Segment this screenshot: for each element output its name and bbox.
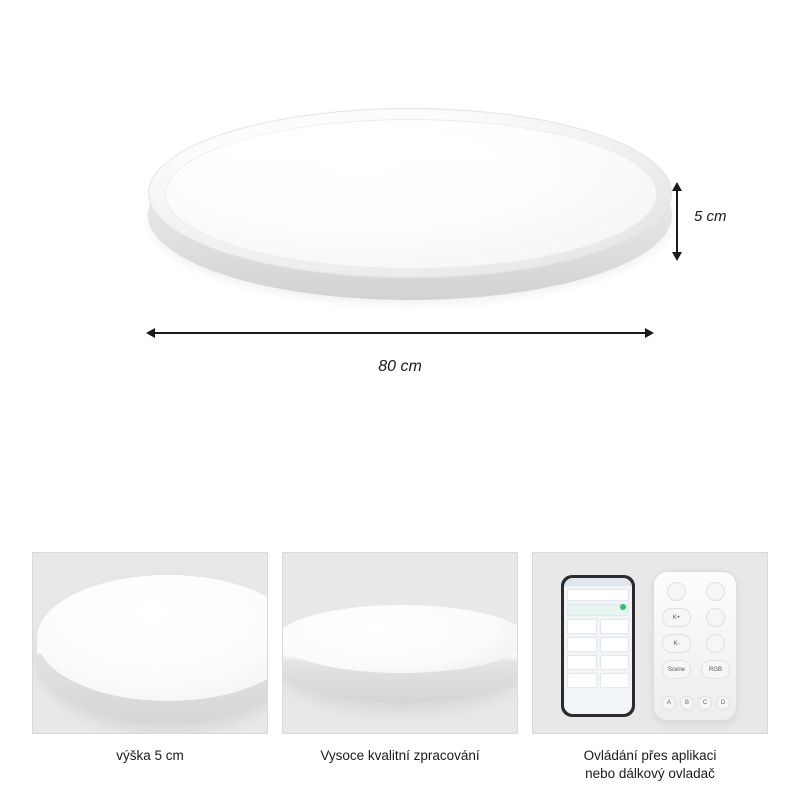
smartphone-mockup <box>561 575 635 717</box>
feature-card-control-caption-line2: nebo dálkový ovladač <box>585 766 715 782</box>
remote-scene-button: Scene <box>662 660 691 679</box>
remote-zone-d-button: D <box>716 696 730 710</box>
remote-zone-buttons <box>662 696 730 710</box>
app-tile <box>600 655 630 670</box>
width-dimension-line <box>152 332 648 334</box>
app-status-bar <box>564 578 632 586</box>
feature-cards <box>32 552 768 783</box>
remote-power-button <box>667 582 686 601</box>
feature-card-control-caption-line1: Ovládání přes aplikaci <box>583 748 717 763</box>
feature-card-height-caption: výška 5 cm <box>116 748 184 763</box>
app-tile <box>600 619 630 634</box>
height-arrow-down-icon <box>672 252 682 261</box>
lamp-top-face <box>148 108 672 278</box>
lamp-side-profile-image <box>282 552 518 734</box>
remote-color-temp-down-button: K- <box>662 634 691 653</box>
height-dimension-label: 5 cm <box>694 208 727 225</box>
height-dimension-line <box>676 186 678 258</box>
remote-key-grid <box>662 582 730 679</box>
remote-rgb-button: RGB <box>701 660 730 679</box>
lamp-diffuser <box>165 119 657 269</box>
remote-zone-b-button: B <box>680 696 694 710</box>
width-arrow-right-icon <box>645 328 654 338</box>
remote-brightness-up-button <box>706 608 725 627</box>
lamp-edge-closeup-image <box>32 552 268 734</box>
remote-control-mockup <box>653 571 737 721</box>
app-tile <box>600 637 630 652</box>
remote-zone-c-button: C <box>698 696 712 710</box>
feature-card-quality <box>282 552 518 783</box>
app-tile <box>567 619 597 634</box>
app-tile <box>567 673 597 688</box>
feature-card-control <box>532 552 768 783</box>
remote-brightness-down-button <box>706 634 725 653</box>
feature-card-quality-caption: Vysoce kvalitní zpracování <box>320 748 480 763</box>
app-tile-grid <box>567 619 629 688</box>
remote-zone-a-button: A <box>662 696 676 710</box>
app-tile <box>567 637 597 652</box>
remote-color-temp-up-button: K+ <box>662 608 691 627</box>
app-tile <box>600 673 630 688</box>
app-status-dot-icon <box>620 604 626 610</box>
lamp-profile-top <box>282 605 518 673</box>
phone-app-and-remote-image <box>532 552 768 734</box>
width-dimension-label: 80 cm <box>378 358 422 375</box>
ceiling-lamp-image <box>148 108 672 308</box>
app-tile <box>567 655 597 670</box>
remote-brightness-button <box>706 582 725 601</box>
feature-card-height <box>32 552 268 783</box>
feature-card-control-caption <box>532 747 768 783</box>
app-screen <box>564 578 632 714</box>
app-row <box>567 589 629 601</box>
